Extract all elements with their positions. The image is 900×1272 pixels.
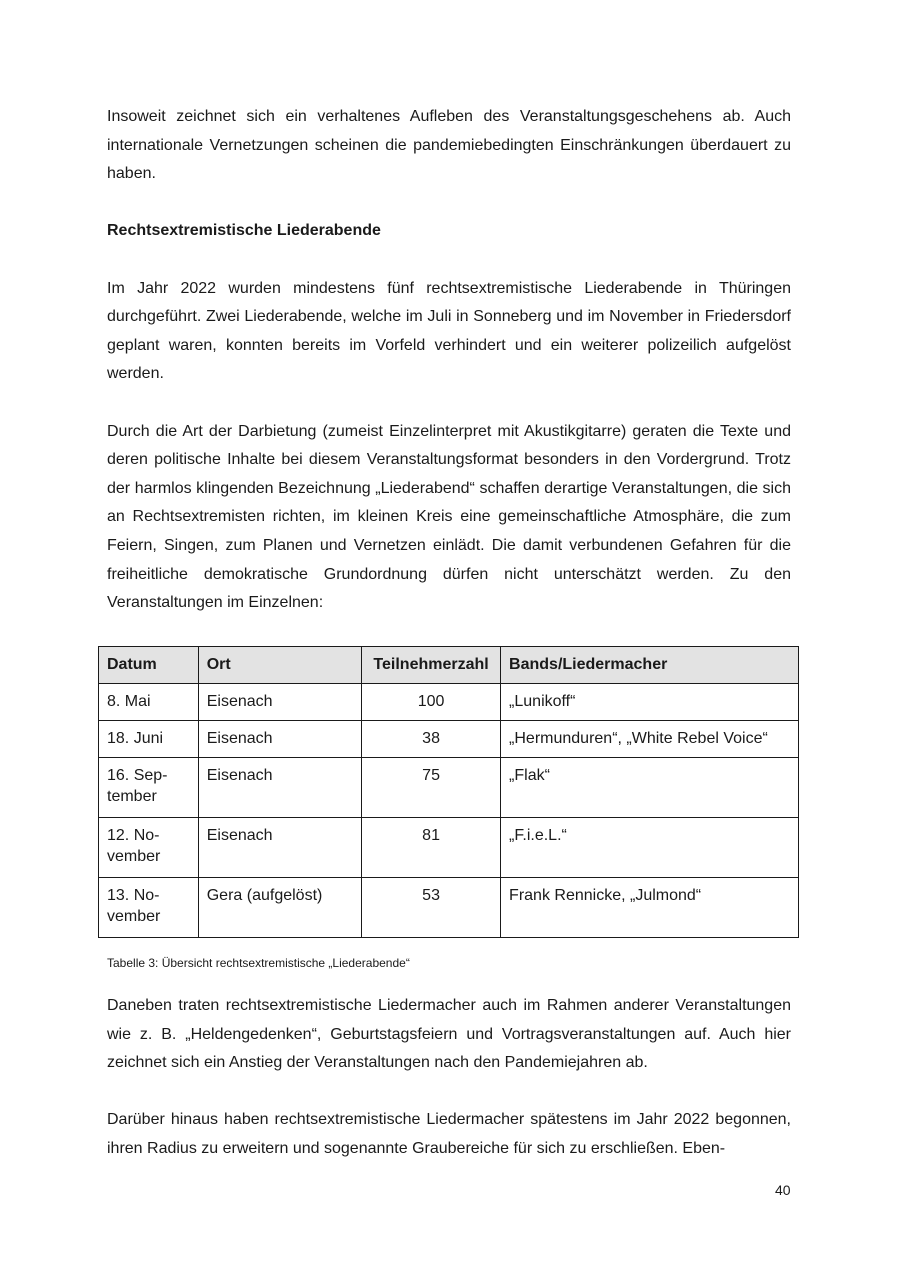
cell-ort: Eisenach (198, 721, 361, 758)
cell-datum: 12. November (99, 818, 199, 878)
section-heading: Rechtsextremistische Liederabende (107, 222, 381, 240)
document-body-bottom (107, 992, 791, 1164)
intro-paragraph: Insoweit zeichnet sich ein verhaltenes Aufleben des Veranstaltungsgeschehens ab. Auch internationale Vernetzungen scheinen die pandemiebedingten Einschränkungen überdauert zu haben. (107, 108, 791, 183)
cell-ort: Eisenach (198, 758, 361, 818)
cell-ort: Eisenach (198, 818, 361, 878)
cell-datum: 8. Mai (99, 684, 199, 721)
cell-teilnehmer: 81 (362, 818, 501, 878)
cell-teilnehmer: 100 (362, 684, 501, 721)
header-datum: Datum (99, 647, 199, 684)
cell-datum: 16. September (99, 758, 199, 818)
table-row (99, 758, 799, 818)
events-table (98, 646, 799, 938)
paragraph-darueber-hinaus: Darüber hinaus haben rechtsextremistische Liedermacher spätestens im Jahr 2022 begonnen, ihren Radius zu erweitern und sogenannte Graubereiche für sich zu erschließen. Eben- (107, 1111, 791, 1157)
paragraph-darbietung: Durch die Art der Darbietung (zumeist Einzelinterpret mit Akustikgitarre) geraten die Texte und deren politische Inhalte bei diesem Veranstaltungsformat besonders in den Vordergrund. Trotz der harmlos klingenden Bezeichnung „Liederabend“ schaffen derartige Veranstaltungen, die sich an Rechtsextremisten richten, im kleinen Kreis eine gemeinschaftliche Atmosphäre, die zum Feiern, Singen, zum Planen und Vernetzen einlädt. Die damit verbundenen Gefahren für die freiheitliche demokratische Grundordnung dürfen nicht unterschätzt werden. Zu den Veranstaltungen im Einzelnen: (107, 422, 791, 612)
paragraph-liederabende-count: Im Jahr 2022 wurden mindestens fünf rechtsextremistische Liederabende in Thüringen durchgeführt. Zwei Liederabende, welche im Juli in Sonneberg und im November in Friedersdorf geplant waren, konnten bereits im Vorfeld verhindert und ein weiterer polizeilich aufgelöst werden. (107, 279, 791, 383)
cell-bands: „Hermunduren“, „White Rebel Voice“ (501, 721, 799, 758)
table-header-row (99, 647, 799, 684)
cell-datum: 13. November (99, 878, 199, 938)
cell-ort: Eisenach (198, 684, 361, 721)
header-ort: Ort (198, 647, 361, 684)
cell-bands: „Flak“ (501, 758, 799, 818)
document-body-top (107, 103, 791, 618)
cell-teilnehmer: 53 (362, 878, 501, 938)
cell-bands: „F.i.e.L.“ (501, 818, 799, 878)
header-teilnehmerzahl: Teilnehmerzahl (362, 647, 501, 684)
cell-teilnehmer: 38 (362, 721, 501, 758)
paragraph-daneben: Daneben traten rechtsextremistische Liedermacher auch im Rahmen anderer Veranstaltungen wie z. B. „Heldengedenken“, Geburtstagsfeiern und Vortragsveranstaltungen auf. Auch hier zeichnet sich ein Anstieg der Veranstaltungen nach den Pandemiejahren ab. (107, 997, 791, 1072)
table-row (99, 878, 799, 938)
cell-ort: Gera (aufgelöst) (198, 878, 361, 938)
table-row (99, 818, 799, 878)
header-bands: Bands/Liedermacher (501, 647, 799, 684)
page-number: 40 (775, 1182, 791, 1198)
cell-teilnehmer: 75 (362, 758, 501, 818)
table-caption: Tabelle 3: Übersicht rechtsextremistische „Liederabende“ (107, 956, 410, 970)
cell-bands: Frank Rennicke, „Julmond“ (501, 878, 799, 938)
cell-bands: „Lunikoff“ (501, 684, 799, 721)
table-row (99, 684, 799, 721)
cell-datum: 18. Juni (99, 721, 199, 758)
table-row (99, 721, 799, 758)
